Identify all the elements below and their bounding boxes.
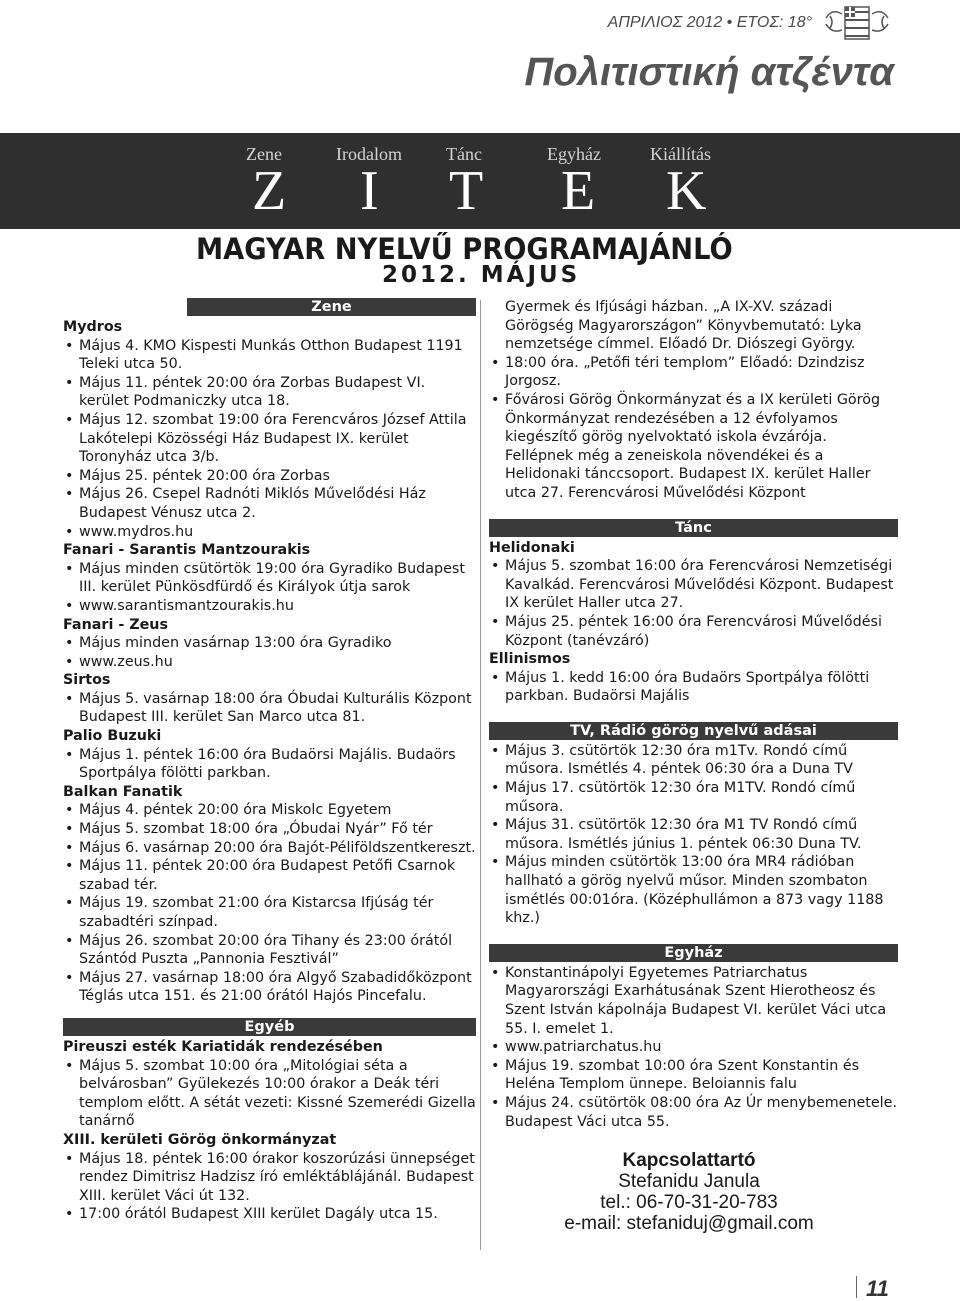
section-header-egyhaz: Egyház bbox=[489, 944, 898, 962]
category-label: Zene bbox=[246, 144, 282, 164]
list-item: • Május 6. vasárnap 20:00 óra Bajót-Péliföldszentkereszt. bbox=[63, 839, 476, 858]
page-title: MAGYAR NYELVŰ PROGRAMAJÁNLÓ bbox=[196, 232, 733, 266]
list-item: • Május 11. péntek 20:00 óra Zorbas Budapest VI. kerület Podmaniczky utca 18. bbox=[63, 374, 476, 411]
list-item: • Konstantinápolyi Egyetemes Patriarchatus Magyarországi Exarhátusának Szent Hierotheosz és Szent István kápolnája Budapest VI. kerület Váci utca 55. I. emelet 1. bbox=[489, 964, 898, 1038]
contact-email: e-mail: stefaniduj@gmail.com bbox=[564, 1213, 814, 1234]
event-list bbox=[63, 690, 476, 727]
event-list bbox=[489, 669, 898, 706]
page-number-rule bbox=[856, 1276, 857, 1298]
group-title: Fanari - Zeus bbox=[63, 616, 168, 633]
list-item: • Május minden vasárnap 13:00 óra Gyradiko bbox=[63, 634, 476, 653]
category-label: Kiállítás bbox=[650, 144, 711, 164]
event-list bbox=[489, 557, 898, 650]
event-list bbox=[63, 746, 476, 783]
list-item: • Fővárosi Görög Önkormányzat és a IX kerületi Görög Önkormányzat rendezésében a 12 évfolyamos kiegészítő görög nyelvoktató iskola évzárója. Fellépnek még a zeneiskola növendékei és a Helidonaki tánccsoport. Budapest IX. kerület Haller utca 27. Ferencvárosi Művelődési Központ bbox=[489, 391, 898, 503]
event-list bbox=[489, 742, 898, 928]
event-list bbox=[63, 337, 476, 542]
left-column bbox=[63, 298, 476, 1224]
event-list bbox=[63, 1057, 476, 1131]
page-number: 11 bbox=[866, 1276, 889, 1301]
list-item: • Május 4. péntek 20:00 óra Miskolc Egyetem bbox=[63, 801, 476, 820]
category-letter: Z bbox=[252, 160, 287, 222]
list-item: • Május 11. péntek 20:00 óra Budapest Petőfi Csarnok szabad tér. bbox=[63, 857, 476, 894]
list-item: • Május 5. szombat 16:00 óra Ferencvárosi Nemzetiségi Kavalkád. Ferencvárosi Művelődési Központ. Budapest IX kerület Haller utca 27. bbox=[489, 557, 898, 613]
section-header-egyeb: Egyéb bbox=[63, 1018, 476, 1036]
contact-title: Kapcsolattartó bbox=[622, 1150, 756, 1171]
list-item: • Május 27. vasárnap 18:00 óra Algyő Szabadidőközpont Téglás utca 151. és 21:00 órától Hajós Pincefalu. bbox=[63, 969, 476, 1006]
event-list bbox=[63, 634, 476, 671]
list-item: • Május 5. szombat 10:00 óra „Mitológiai séta a belvárosban” Gyülekezés 10:00 órakor a Deák téri templom előtt. A sétát vezeti: Kissné Szemerédi Gizella tanárnő bbox=[63, 1057, 476, 1131]
list-item: • Május minden csütörtök 19:00 óra Gyradiko Budapest III. kerület Pünkösdfürdő és Királyok útja sarok bbox=[63, 560, 476, 597]
page-date: 2012. MÁJUS bbox=[382, 262, 581, 288]
event-list bbox=[63, 801, 476, 1006]
list-item: • www.zeus.hu bbox=[63, 653, 476, 672]
list-item: • Május 25. péntek 20:00 óra Zorbas bbox=[63, 467, 476, 486]
group-title: Fanari - Sarantis Mantzourakis bbox=[63, 542, 311, 559]
event-list bbox=[63, 1150, 476, 1224]
list-item: • Május 31. csütörtök 12:30 óra M1 TV Rondó című műsora. Ismétlés június 1. péntek 06:30 Duna TV. bbox=[489, 816, 898, 853]
list-item: • Május 25. péntek 16:00 óra Ferencvárosi Művelődési Központ (tanévzáró) bbox=[489, 613, 898, 650]
list-item: • Május minden csütörtök 13:00 óra MR4 rádióban hallható a görög nyelvű műsor. Minden szombaton ismétlés 00:01óra. (Középhullámon a 873 vagy 1188 khz.) bbox=[489, 853, 898, 927]
category-label: Irodalom bbox=[336, 144, 402, 164]
event-list bbox=[63, 560, 476, 616]
list-item: • Május 26. Csepel Radnóti Miklós Művelődési Ház Budapest Vénusz utca 2. bbox=[63, 485, 476, 522]
column-divider bbox=[480, 300, 481, 1250]
list-item: • Május 24. csütörtök 08:00 óra Az Úr menybemenetele. Budapest Váci utca 55. bbox=[489, 1094, 898, 1131]
event-list bbox=[489, 964, 898, 1131]
group-title: Mydros bbox=[63, 319, 123, 335]
category-letter: K bbox=[666, 160, 707, 222]
list-item: • Május 12. szombat 19:00 óra Ferencváros József Attila Lakótelepi Közösségi Ház Budapest IX. kerület Toronyház utca 3/b. bbox=[63, 411, 476, 467]
list-item: • Május 26. szombat 20:00 óra Tihany és 23:00 órától Szántód Puszta „Pannonia Fesztivál” bbox=[63, 932, 476, 969]
list-item: • Május 4. KMO Kispesti Munkás Otthon Budapest 1191 Teleki utca 50. bbox=[63, 337, 476, 374]
group-title: XIII. kerületi Görög önkormányzat bbox=[63, 1131, 337, 1148]
list-item: • Május 17. csütörtök 12:30 óra M1TV. Rondó című műsora. bbox=[489, 779, 898, 816]
section-header-zene: Zene bbox=[187, 298, 476, 316]
list-item: • Május 5. vasárnap 18:00 óra Óbudai Kulturális Központ Budapest III. kerület San Marco utca 81. bbox=[63, 690, 476, 727]
section-header-tanc: Tánc bbox=[489, 519, 898, 537]
category-letter: I bbox=[360, 160, 379, 222]
list-item: • Május 19. szombat 21:00 óra Kistarcsa Ifjúság tér szabadtéri színpad. bbox=[63, 894, 476, 931]
group-title: Balkan Fanatik bbox=[63, 783, 183, 800]
list-item: • www.sarantismantzourakis.hu bbox=[63, 597, 476, 616]
list-item: • Május 1. péntek 16:00 óra Budaörsi Majális. Budaörs Sportpálya fölötti parkban. bbox=[63, 746, 476, 783]
intro-text: Gyermek és Ifjúsági házban. „A IX-XV. századi Görögség Magyarországon” Könyvbemutató: Lyka nemzetsége címmel. Előadó Dr. Diószegi György. bbox=[505, 299, 862, 353]
event-list bbox=[489, 354, 898, 503]
right-column bbox=[489, 298, 898, 1131]
group-title: Palio Buzuki bbox=[63, 728, 162, 745]
category-letter: E bbox=[561, 160, 596, 222]
group-title: Helidonaki bbox=[489, 539, 575, 556]
contact-block bbox=[524, 1150, 854, 1234]
greek-flag-crest-icon bbox=[824, 4, 890, 42]
list-item: • www.mydros.hu bbox=[63, 523, 476, 542]
list-item: • 18:00 óra. „Petőfi téri templom” Előadó: Dzindzisz Jorgosz. bbox=[489, 354, 898, 391]
list-item: • 17:00 órától Budapest XIII kerület Dagály utca 15. bbox=[63, 1205, 476, 1224]
list-item: • www.patriarchatus.hu bbox=[489, 1038, 898, 1057]
group-title: Sirtos bbox=[63, 672, 111, 689]
contact-name: Stefanidu Janula bbox=[618, 1171, 760, 1192]
category-banner bbox=[0, 133, 960, 229]
list-item: • Május 1. kedd 16:00 óra Budaörs Sportpálya fölötti parkban. Budaörsi Majális bbox=[489, 669, 898, 706]
group-title: Pireuszi esték Kariatidák rendezésében bbox=[63, 1038, 383, 1055]
group-title: Ellinismos bbox=[489, 651, 571, 668]
section-header-tv: TV, Rádió görög nyelvű adásai bbox=[489, 722, 898, 740]
category-label: Tánc bbox=[446, 144, 482, 164]
category-label: Egyház bbox=[547, 144, 601, 164]
section-title: Πολιτιστική ατζέντα bbox=[524, 50, 894, 94]
list-item: • Május 5. szombat 18:00 óra „Óbudai Nyár” Fő tér bbox=[63, 820, 476, 839]
contact-phone: tel.: 06-70-31-20-783 bbox=[600, 1192, 778, 1213]
issue-info: ΑΠΡΙΛΙΟΣ 2012 • ΕΤΟΣ: 18° bbox=[607, 14, 812, 31]
list-item: • Május 19. szombat 10:00 óra Szent Konstantin és Heléna Templom ünnepe. Beloiannis falu bbox=[489, 1057, 898, 1094]
list-item: • Május 3. csütörtök 12:30 óra m1Tv. Rondó című műsora. Ismétlés 4. péntek 06:30 óra a Duna TV bbox=[489, 742, 898, 779]
category-letter: T bbox=[449, 160, 484, 222]
list-item: • Május 18. péntek 16:00 órakor koszorúzási ünnepséget rendez Dimitrisz Hadzisz író emléktáblájánál. Budapest XIII. kerület Váci út 132. bbox=[63, 1150, 476, 1206]
